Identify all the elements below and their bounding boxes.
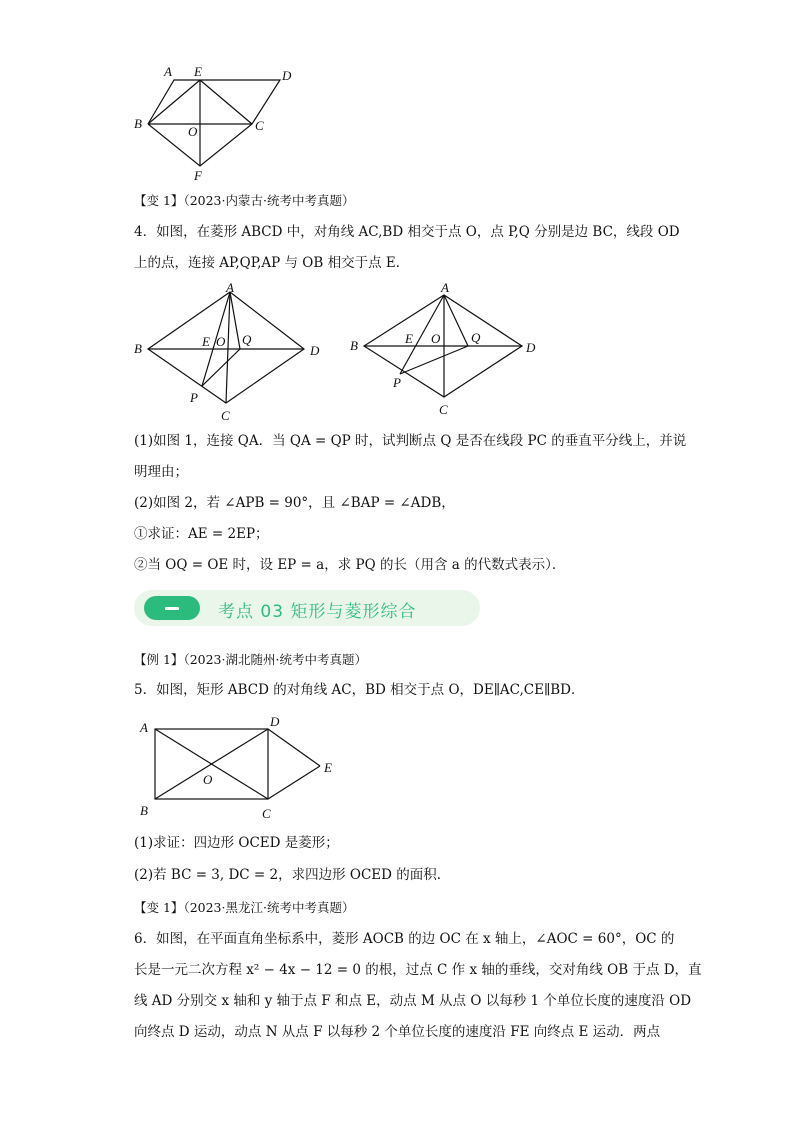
label-C: C <box>262 806 271 821</box>
example-1-source <box>134 650 367 668</box>
label-E: E <box>194 64 202 79</box>
label-E: E <box>324 760 332 775</box>
figure-top <box>128 60 318 185</box>
source-text: （2023·内蒙古·统考中考真题） <box>183 193 355 208</box>
label-B: B <box>134 116 142 131</box>
q4-figure-2 <box>348 280 548 425</box>
label-E: E <box>405 331 413 346</box>
minus-icon <box>144 596 200 620</box>
q4-stem-line2: 上的点，连接 AP,QP,AP 与 OB 相交于点 E． <box>134 255 410 271</box>
variant-1-source <box>134 191 354 209</box>
label-O: O <box>203 772 213 787</box>
variant-tag: 【变 1】 <box>134 193 184 208</box>
label-B: B <box>140 803 148 818</box>
label-P: P <box>393 375 401 390</box>
q4-part2: (2)如图 2，若 ∠APB = 90°，且 ∠BAP = ∠ADB， <box>134 495 455 511</box>
label-O: O <box>188 124 198 139</box>
label-D: D <box>310 343 320 358</box>
label-C: C <box>255 118 264 133</box>
label-B: B <box>350 338 358 353</box>
q5-part2: (2)若 BC = 3, DC = 2，求四边形 OCED 的面积． <box>134 867 451 883</box>
label-C: C <box>439 402 448 417</box>
label-E: E <box>202 334 210 349</box>
source-text: （2023·黑龙江·统考中考真题） <box>183 900 355 915</box>
label-A: A <box>140 720 148 735</box>
source-text: （2023·湖北随州·统考中考真题） <box>183 652 367 667</box>
label-C: C <box>221 408 230 423</box>
label-P: P <box>190 390 198 405</box>
q6-line4: 向终点 D 运动，动点 N 从点 F 以每秒 2 个单位长度的速度沿 FE 向终点 E 运动．两点 <box>134 1024 661 1040</box>
label-O: O <box>431 331 441 346</box>
q4-sub2: ②当 OQ = OE 时，设 EP = a，求 PQ 的长（用含 a 的代数式表示）． <box>134 557 566 573</box>
label-O: O <box>216 334 226 349</box>
label-Q: Q <box>242 332 252 347</box>
label-A: A <box>226 280 234 295</box>
q6-line3: 线 AD 分别交 x 轴和 y 轴于点 F 和点 E，动点 M 从点 O 以每秒 1 个单位长度的速度沿 OD <box>134 993 692 1009</box>
label-B: B <box>134 341 142 356</box>
label-D: D <box>270 714 280 729</box>
label-Q: Q <box>471 330 481 345</box>
variant-2-source <box>134 898 354 916</box>
q5-part1: (1)求证：四边形 OCED 是菱形； <box>134 835 339 851</box>
q4-part1-line1: (1)如图 1，连接 QA．当 QA = QP 时，试判断点 Q 是否在线段 PC 的垂直平分线上，并说 <box>134 433 687 449</box>
q5-figure <box>130 712 350 822</box>
q4-part1-line2: 明理由； <box>134 464 188 480</box>
q4-sub1: ①求证：AE = 2EP； <box>134 526 269 542</box>
q4-figure-1 <box>130 280 330 425</box>
label-A: A <box>441 280 449 295</box>
example-tag: 【例 1】 <box>134 652 184 667</box>
label-A: A <box>164 64 172 79</box>
label-F: F <box>194 168 202 183</box>
q6-line2: 长是一元二次方程 x² − 4x − 12 = 0 的根，过点 C 作 x 轴的垂线，交对角线 OB 于点 D，直 <box>134 962 702 978</box>
section-banner <box>134 590 480 626</box>
label-D: D <box>526 340 536 355</box>
label-D: D <box>282 68 292 83</box>
variant-tag: 【变 1】 <box>134 900 184 915</box>
q5-stem: 5．如图，矩形 ABCD 的对角线 AC，BD 相交于点 O，DE∥AC,CE∥BD． <box>134 682 585 698</box>
q4-stem-line1: 4．如图，在菱形 ABCD 中，对角线 AC,BD 相交于点 O，点 P,Q 分别是边 BC，线段 OD <box>134 224 680 240</box>
q6-line1: 6．如图，在平面直角坐标系中，菱形 AOCB 的边 OC 在 x 轴上，∠AOC = 60°，OC 的 <box>134 931 675 947</box>
section-title: 考点 03 矩形与菱形综合 <box>218 602 417 622</box>
